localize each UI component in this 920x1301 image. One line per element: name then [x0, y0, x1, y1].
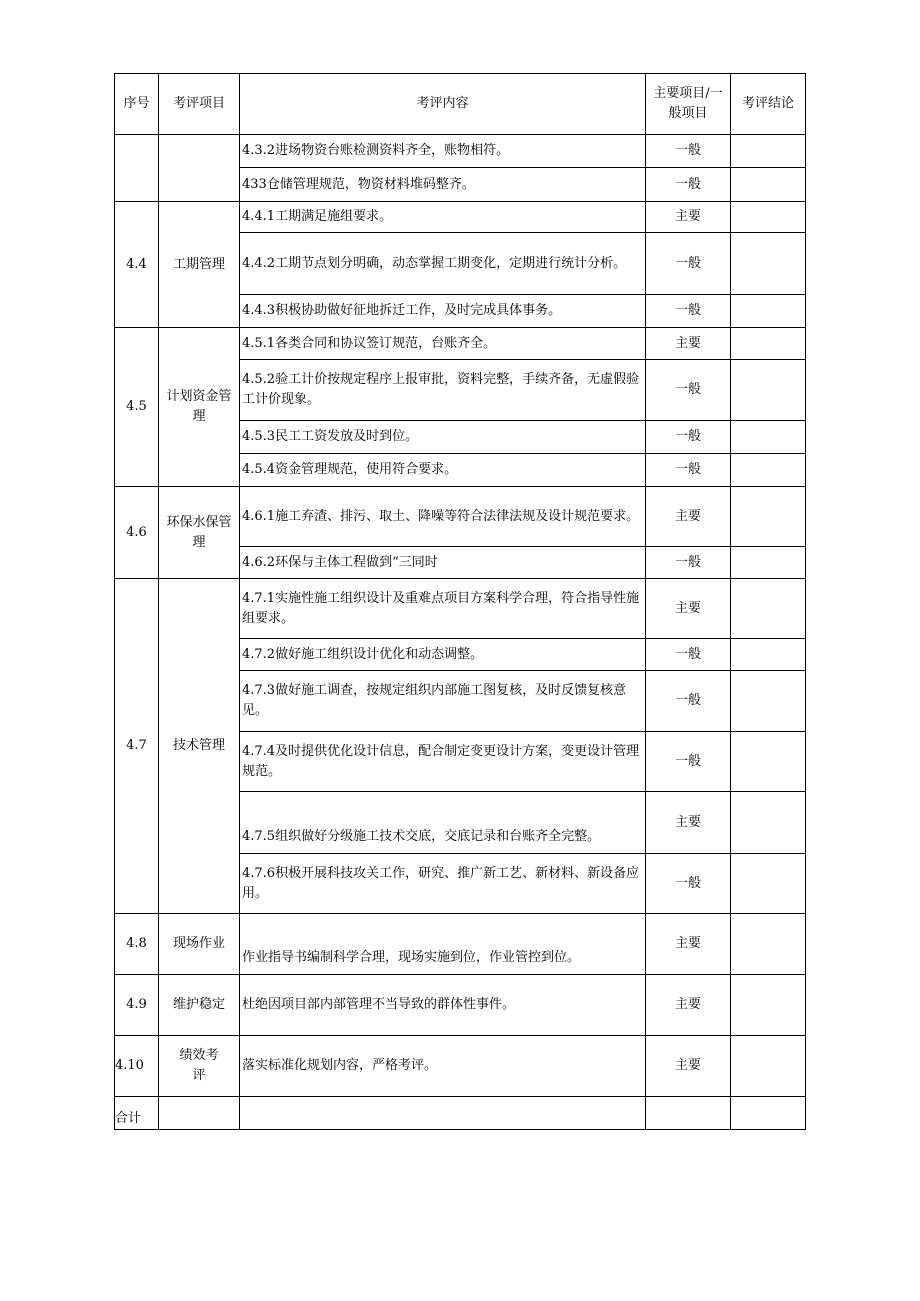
type-cell: 主要: [646, 914, 731, 975]
item-cell: 计划资金管理: [159, 328, 240, 487]
conclusion-cell[interactable]: [731, 135, 806, 168]
type-cell: 主要: [646, 792, 731, 854]
conclusion-cell[interactable]: [731, 639, 806, 671]
conclusion-cell[interactable]: [731, 1036, 806, 1097]
content-cell: 4.5.3民工工资发放及时到位。: [240, 421, 646, 454]
evaluation-table: [114, 73, 806, 1130]
conclusion-cell[interactable]: [731, 487, 806, 547]
total-content-cell: [240, 1097, 646, 1130]
type-cell: 一般: [646, 168, 731, 202]
conclusion-cell[interactable]: [731, 421, 806, 454]
seq-cell: 4.6: [115, 487, 159, 579]
table-row: [115, 135, 806, 168]
table-row: [115, 975, 806, 1036]
table-row: [115, 328, 806, 360]
item-cell: 技术管理: [159, 579, 240, 914]
total-type-cell: [646, 1097, 731, 1130]
conclusion-cell[interactable]: [731, 975, 806, 1036]
conclusion-cell[interactable]: [731, 792, 806, 854]
content-cell: 4.7.3做好施工调查，按规定组织内部施工图复核，及时反馈复核意见。: [240, 671, 646, 732]
content-cell: 4.6.2环保与主体工程做到“三同时: [240, 547, 646, 579]
content-cell: 4.6.1施工弃渣、排污、取土、降噪等符合法律法规及设计规范要求。: [240, 487, 646, 547]
type-cell: 一般: [646, 233, 731, 295]
type-cell: 一般: [646, 732, 731, 792]
type-cell: 主要: [646, 579, 731, 639]
type-cell: 一般: [646, 547, 731, 579]
seq-cell: 4.10: [115, 1036, 159, 1097]
type-cell: 主要: [646, 975, 731, 1036]
content-cell: 4.5.1各类合同和协议签订规范，台账齐全。: [240, 328, 646, 360]
item-cell: 工期管理: [159, 202, 240, 328]
type-cell: 主要: [646, 202, 731, 233]
conclusion-cell[interactable]: [731, 547, 806, 579]
total-item-cell: [159, 1097, 240, 1130]
header-conclusion: 考评结论: [731, 74, 806, 135]
type-cell: 一般: [646, 421, 731, 454]
content-cell: 433仓储管理规范，物资材料堆码整齐。: [240, 168, 646, 202]
conclusion-cell[interactable]: [731, 454, 806, 487]
item-cell: 绩效考评: [159, 1036, 240, 1097]
total-row: [115, 1097, 806, 1130]
content-cell: 4.4.2工期节点划分明确，动态掌握工期变化，定期进行统计分析。: [240, 233, 646, 295]
conclusion-cell[interactable]: [731, 671, 806, 732]
content-cell: 4.4.3积极协助做好征地拆迁工作，及时完成具体事务。: [240, 295, 646, 328]
table-row: [115, 487, 806, 547]
seq-cell: 4.7: [115, 579, 159, 914]
header-content: 考评内容: [240, 74, 646, 135]
table-row: [115, 1036, 806, 1097]
seq-cell: 4.8: [115, 914, 159, 975]
conclusion-cell[interactable]: [731, 579, 806, 639]
item-cell-empty: [159, 135, 240, 202]
content-cell: 4.5.4资金管理规范，使用符合要求。: [240, 454, 646, 487]
header-item: 考评项目: [159, 74, 240, 135]
type-cell: 主要: [646, 487, 731, 547]
content-cell: 4.7.5组织做好分级施工技术交底，交底记录和台账齐全完整。: [240, 792, 646, 854]
conclusion-cell[interactable]: [731, 854, 806, 914]
content-cell: 4.3.2进场物资台账检测资料齐全，账物相符。: [240, 135, 646, 168]
content-cell: 落实标准化规划内容，严格考评。: [240, 1036, 646, 1097]
content-cell: 作业指导书编制科学合理，现场实施到位，作业管控到位。: [240, 914, 646, 975]
type-cell: 主要: [646, 328, 731, 360]
table-row: [115, 202, 806, 233]
content-cell: 4.5.2验工计价按规定程序上报审批，资料完整，手续齐备，无虚假验工计价现象。: [240, 360, 646, 421]
table-row: [115, 579, 806, 639]
type-cell: 一般: [646, 295, 731, 328]
type-cell: 一般: [646, 360, 731, 421]
header-seq: 序号: [115, 74, 159, 135]
item-cell: 维护稳定: [159, 975, 240, 1036]
conclusion-cell[interactable]: [731, 914, 806, 975]
conclusion-cell[interactable]: [731, 168, 806, 202]
type-cell: 一般: [646, 854, 731, 914]
content-cell: 杜绝因项目部内部管理不当导致的群体性事件。: [240, 975, 646, 1036]
item-cell: 环保水保管理: [159, 487, 240, 579]
seq-cell: 4.4: [115, 202, 159, 328]
content-cell: 4.4.1工期满足施组要求。: [240, 202, 646, 233]
item-cell: 现场作业: [159, 914, 240, 975]
content-cell: 4.7.1实施性施工组织设计及重难点项目方案科学合理，符合指导性施组要求。: [240, 579, 646, 639]
type-cell: 一般: [646, 454, 731, 487]
seq-cell: 4.9: [115, 975, 159, 1036]
content-cell: 4.7.4及时提供优化设计信息，配合制定变更设计方案，变更设计管理规范。: [240, 732, 646, 792]
conclusion-cell[interactable]: [731, 295, 806, 328]
seq-cell-empty: [115, 135, 159, 202]
type-cell: 主要: [646, 1036, 731, 1097]
type-cell: 一般: [646, 135, 731, 168]
type-cell: 一般: [646, 639, 731, 671]
total-label: 合计: [115, 1097, 159, 1130]
type-cell: 一般: [646, 671, 731, 732]
conclusion-cell[interactable]: [731, 360, 806, 421]
content-cell: 4.7.6积极开展科技攻关工作，研究、推广新工艺、新材料、新设备应用。: [240, 854, 646, 914]
table-row: [115, 914, 806, 975]
conclusion-cell[interactable]: [731, 732, 806, 792]
header-row: [115, 74, 806, 135]
conclusion-cell[interactable]: [731, 233, 806, 295]
conclusion-cell[interactable]: [731, 202, 806, 233]
conclusion-cell[interactable]: [731, 328, 806, 360]
content-cell: 4.7.2做好施工组织设计优化和动态调整。: [240, 639, 646, 671]
total-conclusion-cell[interactable]: [731, 1097, 806, 1130]
seq-cell: 4.5: [115, 328, 159, 487]
header-type: 主要项目/一般项目: [646, 74, 731, 135]
